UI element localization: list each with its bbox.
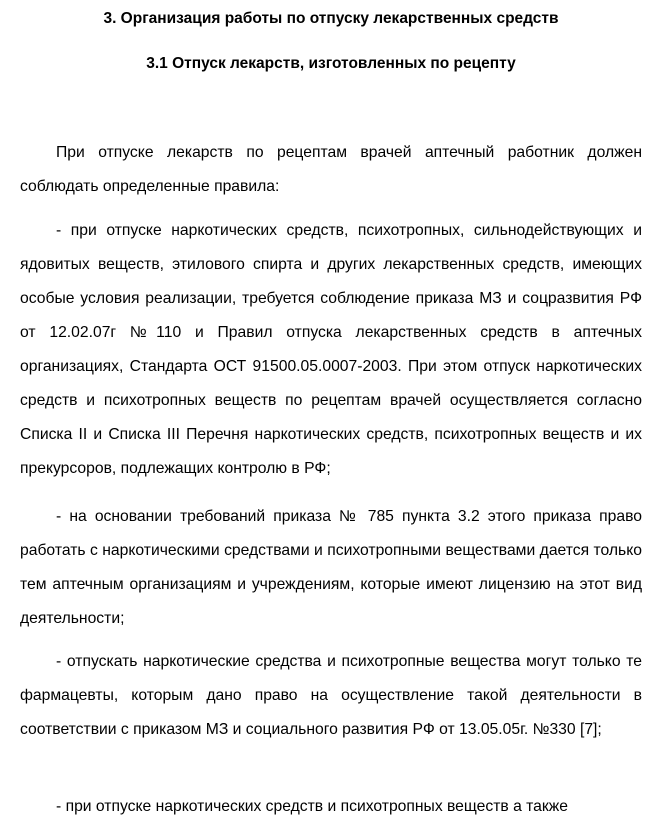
paragraph-rule-pharmacists: - отпускать наркотические средства и психотропные вещества могут только те фармацевты, которым дано право на осуществление такой деятельности в соответствии с приказом МЗ и социального развития РФ от 13.05.05г. №330 [7];	[20, 653, 642, 738]
paragraph-rule-narcotics: - при отпуске наркотических средств, психотропных, сильнодействующих и ядовитых веществ, этилового спирта и других лекарственных средств, имеющих особые условия реализации, требуется соблюдение приказа МЗ и соцразвития РФ от 12.02.07г №110 и Правил отпуска лекарственных средств в аптечных организациях, Стандарта ОСТ 91500.05.0007-2003. При этом отпуск наркотических средств и психотропных веществ по рецептам врачей осуществляется согласно Списка II и Списка III Перечня наркотических средств, психотропных веществ и их прекурсоров, подлежащих контролю в РФ;	[20, 222, 642, 477]
subsection-heading: 3.1 Отпуск лекарств, изготовленных по рецепту	[146, 55, 516, 72]
paragraph-rule-dispensing: - при отпуске наркотических средств и психотропных веществ а также	[56, 798, 568, 815]
paragraph-intro: При отпуске лекарств по рецептам врачей аптечный работник должен соблюдать определенные правила:	[20, 144, 642, 195]
paragraph-rule-license: - на основании требований приказа № 785 пункта 3.2 этого приказа право работать с наркотическими средствами и психотропными веществами дается только тем аптечным организациям и учреждениям, которые имеют лицензию на этот вид деятельности;	[20, 508, 642, 627]
section-heading: 3. Организация работы по отпуску лекарственных средств	[103, 10, 559, 27]
